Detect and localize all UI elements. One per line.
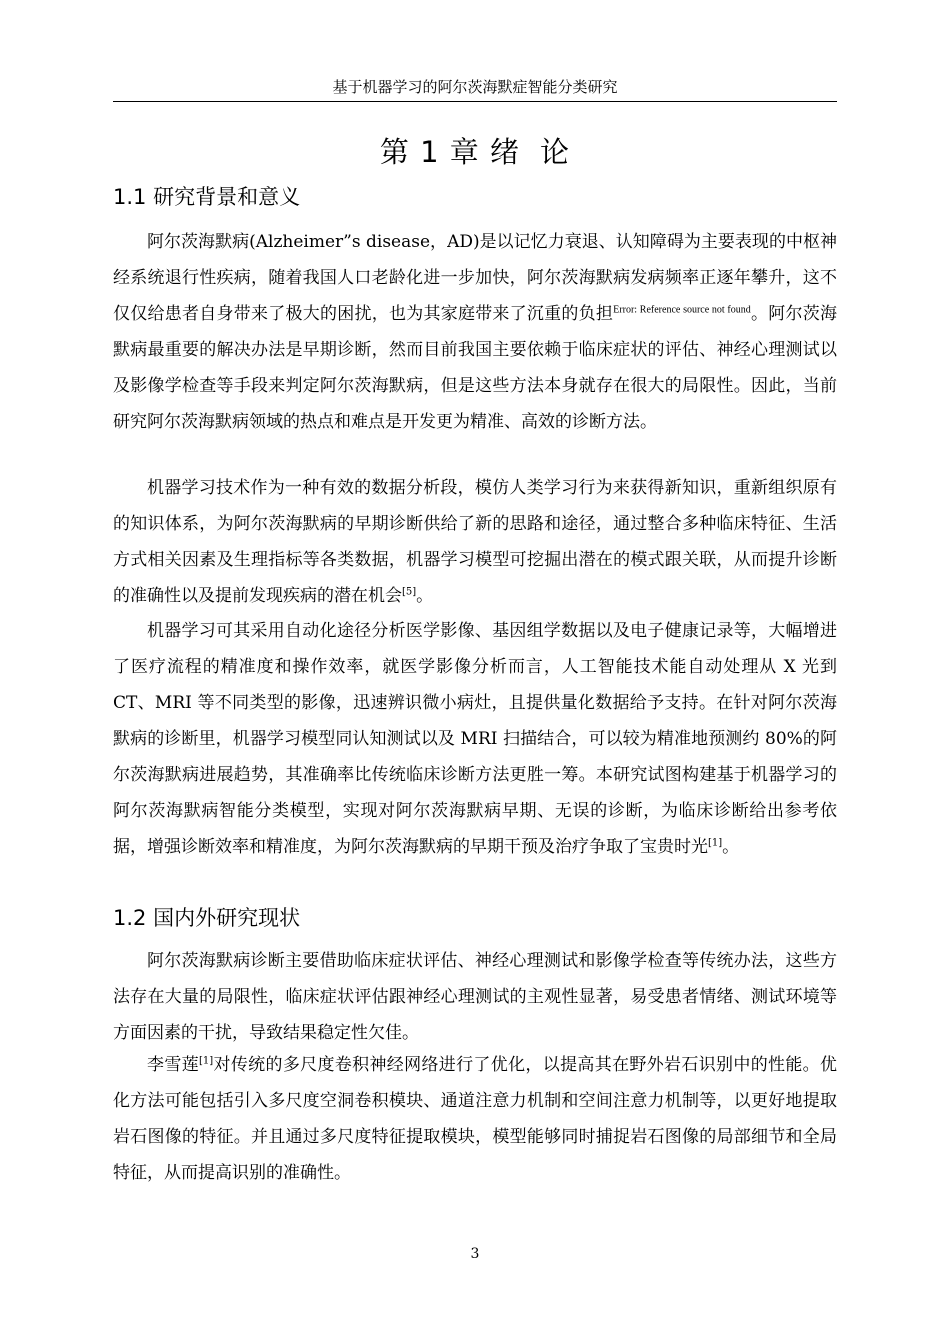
section-heading-1-2: 1.2 国内外研究现状 xyxy=(113,906,301,930)
paragraph-background-2 xyxy=(113,470,837,614)
paragraph-text: 。 xyxy=(416,586,434,606)
paragraph-text: 对传统的多尺度卷积神经网络进行了优化，以提高其在野外岩石识别中的性能。优化方法可能包括引入多尺度空洞卷积模块、通道注意力机制和空间注意力机制等，以更好地提取岩石图像的特征。并且通过多尺度特征提取模块，模型能够同时捕捉岩石图像的局部细节和全局特征，从而提高识别的准确性。 xyxy=(113,1055,838,1183)
chapter-title-part2: 论 xyxy=(540,135,571,169)
chapter-number: 第 1 章 xyxy=(379,135,480,169)
paragraph-background-1 xyxy=(113,224,837,440)
reference-error-marker: Error: Reference source not found xyxy=(613,304,751,316)
paragraph-status-1 xyxy=(113,943,837,1051)
paragraph-text: 阿尔茨海默病诊断主要借助临床症状评估、神经心理测试和影像学检查等传统办法，这些方法存在大量的局限性，临床症状评估跟神经心理测试的主观性显著，易受患者情绪、测试环境等方面因素的干扰，导致结果稳定性欠佳。 xyxy=(113,951,837,1043)
citation-superscript: [5] xyxy=(402,586,417,598)
paragraph-text: 。阿尔茨海默病最重要的解决办法是早期诊断，然而目前我国主要依赖于临床症状的评估、神经心理测试以及影像学检查等手段来判定阿尔茨海默病，但是这些方法本身就存在很大的局限性。因此，当前研究阿尔茨海默病领域的热点和难点是开发更为精准、高效的诊断方法。 xyxy=(113,304,838,432)
page-number: 3 xyxy=(470,1246,480,1262)
paragraph-text: 。 xyxy=(722,837,740,857)
paragraph-status-2 xyxy=(113,1047,837,1191)
header-rule xyxy=(113,101,837,102)
paragraph-background-3 xyxy=(113,613,837,865)
running-header: 基于机器学习的阿尔茨海默症智能分类研究 xyxy=(332,78,618,96)
section-heading-1-1: 1.1 研究背景和意义 xyxy=(113,185,301,209)
paragraph-text: 机器学习技术作为一种有效的数据分析段，模仿人类学习行为来获得新知识，重新组织原有的知识体系，为阿尔茨海默病的早期诊断供给了新的思路和途径，通过整合多种临床特征、生活方式相关因素及生理指标等各类数据，机器学习模型可挖掘出潜在的模式跟关联，从而提升诊断的准确性以及提前发现疾病的潜在机会 xyxy=(113,478,837,606)
citation-superscript: [1] xyxy=(708,837,723,849)
paragraph-text: 李雪莲 xyxy=(147,1055,199,1075)
paragraph-text: 阿尔茨海默病(Alzheimer”s disease，AD)是以记忆力衰退、认知障碍为主要表现的中枢神经系统退行性疾病，随着我国人口老龄化进一步加快，阿尔茨海默病发病频率正逐年攀升，这不仅仅给患者自身带来了极大的困扰，也为其家庭带来了沉重的负担 xyxy=(113,232,837,324)
chapter-title-part1: 绪 xyxy=(490,135,521,169)
citation-superscript: [1] xyxy=(199,1055,214,1067)
chapter-title xyxy=(113,132,837,172)
paragraph-text: 机器学习可其采用自动化途径分析医学影像、基因组学数据以及电子健康记录等，大幅增进了医疗流程的精准度和操作效率，就医学影像分析而言，人工智能技术能自动处理从 X 光到 CT、MRI 等不同类型的影像，迅速辨识微小病灶，且提供量化数据给予支持。在针对阿尔茨海默病的诊断里，机器学习模型同认知测试以及 MRI 扫描结合，可以较为精准地预测约 80%的阿尔茨海默病进展趋势，其准确率比传统临床诊断方法更胜一筹。本研究试图构建基于机器学习的阿尔茨海默病智能分类模型，实现对阿尔茨海默病早期、无误的诊断，为临床诊断给出参考依据，增强诊断效率和精准度，为阿尔茨海默病的早期干预及治疗争取了宝贵时光 xyxy=(113,621,837,857)
